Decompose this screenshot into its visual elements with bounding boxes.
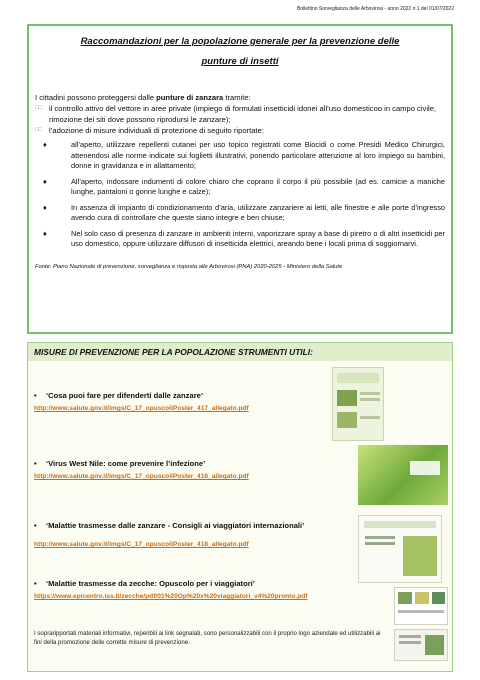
dash-item [35,103,445,125]
resource-link[interactable]: http://www.salute.gov.it/imgs/C_17_opuscoliPoster_416_allegato.pdf [34,473,249,480]
title-line-1: Raccomandazioni per la popolazione generale per la prevenzione delle [80,36,400,47]
brochure-thumbnail-west-nile[interactable] [358,445,448,505]
resource-item [34,521,334,548]
thumbnail-photo [432,592,445,604]
brochure-thumbnail-ticks[interactable] [394,587,448,625]
bulletin-header: Bollettino Sorveglianza delle Arbovirosi - anno 2022 n.1 del 01/07/2022 [296,6,454,12]
thumbnail-title-band [364,521,436,528]
thumbnail-text-line [399,635,421,638]
resource-item [34,579,394,600]
resource-link[interactable]: http://www.salute.gov.it/imgs/C_17_opuscoliPoster_417_allegato.pdf [34,405,249,412]
thumbnail-photo [337,412,357,428]
resource-item [34,459,334,480]
source-note: Fonte: Piano Nazionale di prevenzione, sorveglianza e risposta alle Arbovirosi (PNA) 2020-2025 - Ministero della Salute [35,263,343,270]
thumbnail-text-line [360,392,380,395]
resource-title [34,521,334,530]
protection-list [35,140,445,250]
thumbnail-photo [403,536,437,576]
list-item-text: All’aperto, indossare indumenti di colore chiaro che coprano il corpo il più possibile (ad es. camicie a maniche lunghe, pantaloni o gonne lunghe e calze); [71,176,445,196]
bullet-icon: ♦ [43,228,47,238]
bullet-icon: • [34,579,37,588]
bullet-icon: • [34,521,37,530]
thumbnail-text-line [399,641,421,644]
thumbnail-photo [415,592,429,604]
list-item-text: all’aperto, utilizzare repellenti cutanei per uso topico registrati come Biocidi o come Presidi Medico Chirurgici, attenendosi alle norme indicate sui foglietti illustrativi, ponendo particolare attenzione al loro impiego su bambini, donne in gravidanza e in allattamento; [71,140,445,170]
list-item [35,203,445,224]
thumbnail-text-line [398,610,444,613]
thumbnail-photo [337,390,357,406]
thumbnail-text-line [360,398,380,401]
dash-item [35,125,445,136]
list-item [35,229,445,250]
thumbnail-text-line [365,536,395,539]
list-item [35,140,445,172]
dash-marker-icon: □□ [35,127,43,133]
list-item-text: In assenza di impianto di condizionamento d’aria, utilizzare zanzariere ai letti, alle finestre e alle porte d’ingresso avendo cura di controllare che queste siano integre e ben chiuse; [71,202,445,222]
recommendations-title [35,32,445,72]
resource-title [34,391,334,400]
bullet-icon: • [34,391,37,400]
dash-item-text: l’adozione di misure individuali di protezione di seguito riportate: [49,126,264,135]
bullet-icon: ♦ [43,202,47,212]
dash-marker-icon: □□ [35,105,43,111]
list-item-text: Nel solo caso di presenza di zanzare in ambienti interni, vaporizzare spray a base di piretro o di altri insetticidi per uso domestico, oppure utilizzare diffusori di insetticida elettrici, areando bene i locali prima di soggiornarvi. [71,228,445,248]
bullet-icon: ♦ [43,176,47,186]
thumbnail-photo [398,592,412,604]
intro-text [35,92,445,103]
thumbnail-title-band [337,373,379,383]
bullet-icon: • [34,459,37,468]
list-item [35,177,445,198]
tools-heading: MISURE DI PREVENZIONE PER LA POPOLAZIONE STRUMENTI UTILI: [28,343,452,361]
intro-post: tramite: [223,93,251,102]
resource-title-text: ‘Malattie trasmesse dalle zanzare - Consigli ai viaggiatori internazionali’ [46,521,305,530]
recommendations-box [27,24,453,334]
resource-item [34,391,334,412]
dash-item-text: il controllo attivo del vettore in aree private (impiego di formulati insetticidi idonei all’uso domesticoo in campo civile, rimozione dei siti dove possono riprodursi le zanzare); [49,104,437,124]
intro-pre: I cittadini possono proteggersi dalle [35,93,157,102]
thumbnail-title-band [410,461,440,475]
thumbnail-text-line [365,542,395,545]
brochure-thumbnail-travellers[interactable] [358,515,442,583]
materials-note: I sopraripportati materiali informativi, reperibili ai link segnalati, sono personalizzabili con il proprio logo aziendale ed utilizzabili ai fini della promozione delle corrette misure di prevenzione. [34,630,381,646]
intro-bold: punture di zanzara [156,93,224,102]
brochure-thumbnail-ticks-back[interactable] [394,629,448,661]
tools-box [27,342,453,672]
resource-link[interactable]: http://www.salute.gov.it/imgs/C_17_opuscoliPoster_418_allegato.pdf [34,541,249,548]
resource-link[interactable]: https://www.epicentro.iss.it/zecche/pdf/01%20Op%20x%20viaggiatori_v4%20pronto.pdf [34,593,308,600]
resource-title-text: ‘Virus West Nile: come prevenire l’infezione’ [46,459,206,468]
resource-title-text: ‘Cosa puoi fare per difenderti dalle zanzare’ [46,391,203,400]
resource-title [34,579,394,588]
thumbnail-photo [425,635,444,655]
thumbnail-text-line [360,416,380,419]
resource-title-text: ‘Malattie trasmesse da zecche: Opuscolo per i viaggiatori’ [46,579,255,588]
resource-title [34,459,334,468]
brochure-thumbnail-mosquito[interactable] [332,367,384,441]
title-line-2: punture di insetti [201,56,279,67]
bullet-icon: ♦ [43,140,47,149]
